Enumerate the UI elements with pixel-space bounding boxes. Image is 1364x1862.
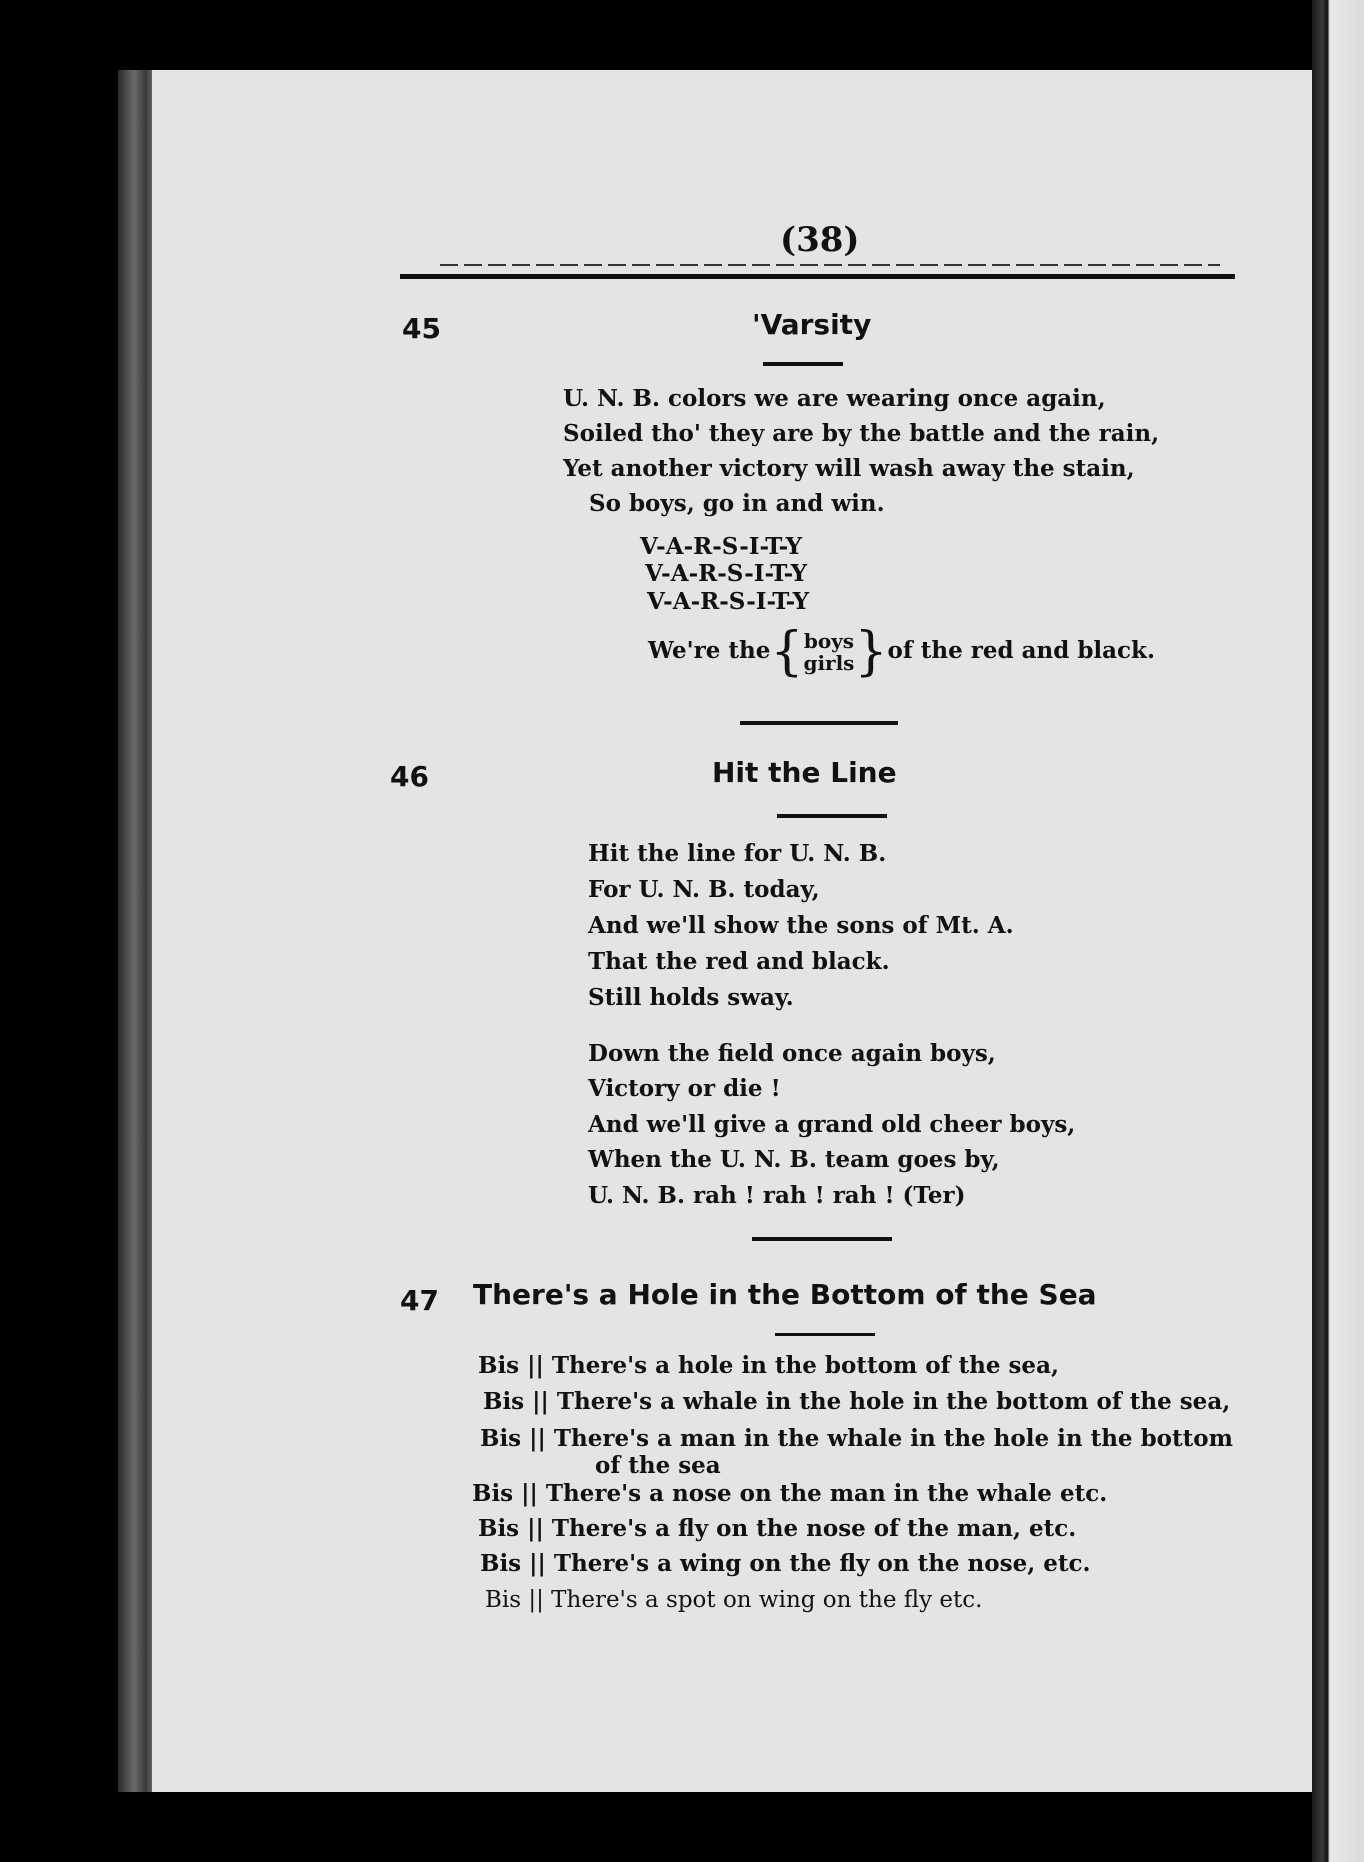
section-rule — [740, 721, 898, 725]
section-rule — [752, 1237, 892, 1241]
lyric-line: Bis || There's a hole in the bottom of the sea, — [478, 1352, 1059, 1379]
lyric-line: Down the field once again boys, — [588, 1040, 996, 1067]
title-rule — [775, 1333, 875, 1336]
song-title: There's a Hole in the Bottom of the Sea — [473, 1278, 1097, 1311]
lyric-line: So boys, go in and win. — [589, 490, 885, 517]
lyric-line: Hit the line for U. N. B. — [588, 840, 887, 867]
brace-option: boys — [803, 629, 855, 653]
title-rule — [763, 362, 843, 366]
lyric-line: Bis || There's a wing on the fly on the nose, etc. — [480, 1550, 1091, 1577]
song-number: 45 — [402, 312, 441, 345]
brace-options — [803, 630, 854, 674]
lyric-line: V-A-R-S-I-T-Y — [640, 533, 803, 560]
lyric-line: And we'll give a grand old cheer boys, — [588, 1111, 1076, 1138]
lyric-line: Bis || There's a spot on wing on the fly etc. — [485, 1587, 983, 1613]
brace-line — [648, 622, 1155, 682]
brace-option: girls — [803, 651, 855, 675]
song-number: 47 — [400, 1284, 439, 1317]
lyric-line: Yet another victory will wash away the stain, — [563, 455, 1135, 482]
lyric-line: Bis || There's a fly on the nose of the man, etc. — [478, 1515, 1077, 1542]
header-dotted-rule — [440, 264, 1220, 266]
header-rule — [400, 274, 1235, 279]
left-brace: { — [770, 622, 804, 682]
lyric-line: U. N. B. colors we are wearing once again, — [563, 385, 1106, 412]
lyric-line: Bis || There's a whale in the hole in the bottom of the sea, — [483, 1388, 1231, 1415]
right-brace: } — [854, 622, 888, 682]
title-rule — [777, 814, 887, 818]
lyric-line: That the red and black. — [588, 948, 890, 975]
lyric-line: V-A-R-S-I-T-Y — [645, 560, 808, 587]
lyric-line: And we'll show the sons of Mt. A. — [588, 912, 1014, 939]
lyric-line: U. N. B. rah ! rah ! rah ! (Ter) — [588, 1182, 966, 1209]
lyric-line: of the sea — [595, 1452, 721, 1479]
song-number: 46 — [390, 760, 429, 793]
page-number: (38) — [780, 220, 860, 260]
song-title: Hit the Line — [712, 756, 897, 789]
lyric-line: Bis || There's a nose on the man in the whale etc. — [472, 1480, 1108, 1507]
lyric-line: Victory or die ! — [588, 1075, 781, 1102]
brace-before: We're the — [648, 637, 771, 664]
facing-page-edge — [1312, 0, 1364, 1862]
lyric-line: Still holds sway. — [588, 984, 794, 1011]
lyric-line: When the U. N. B. team goes by, — [588, 1146, 1000, 1173]
lyric-line: Bis || There's a man in the whale in the hole in the bottom — [480, 1425, 1233, 1452]
song-title: 'Varsity — [752, 308, 872, 341]
lyric-line: Soiled tho' they are by the battle and the rain, — [563, 420, 1160, 447]
lyric-line: For U. N. B. today, — [588, 876, 820, 903]
brace-after: of the red and black. — [887, 637, 1156, 664]
lyric-line: V-A-R-S-I-T-Y — [647, 588, 810, 615]
